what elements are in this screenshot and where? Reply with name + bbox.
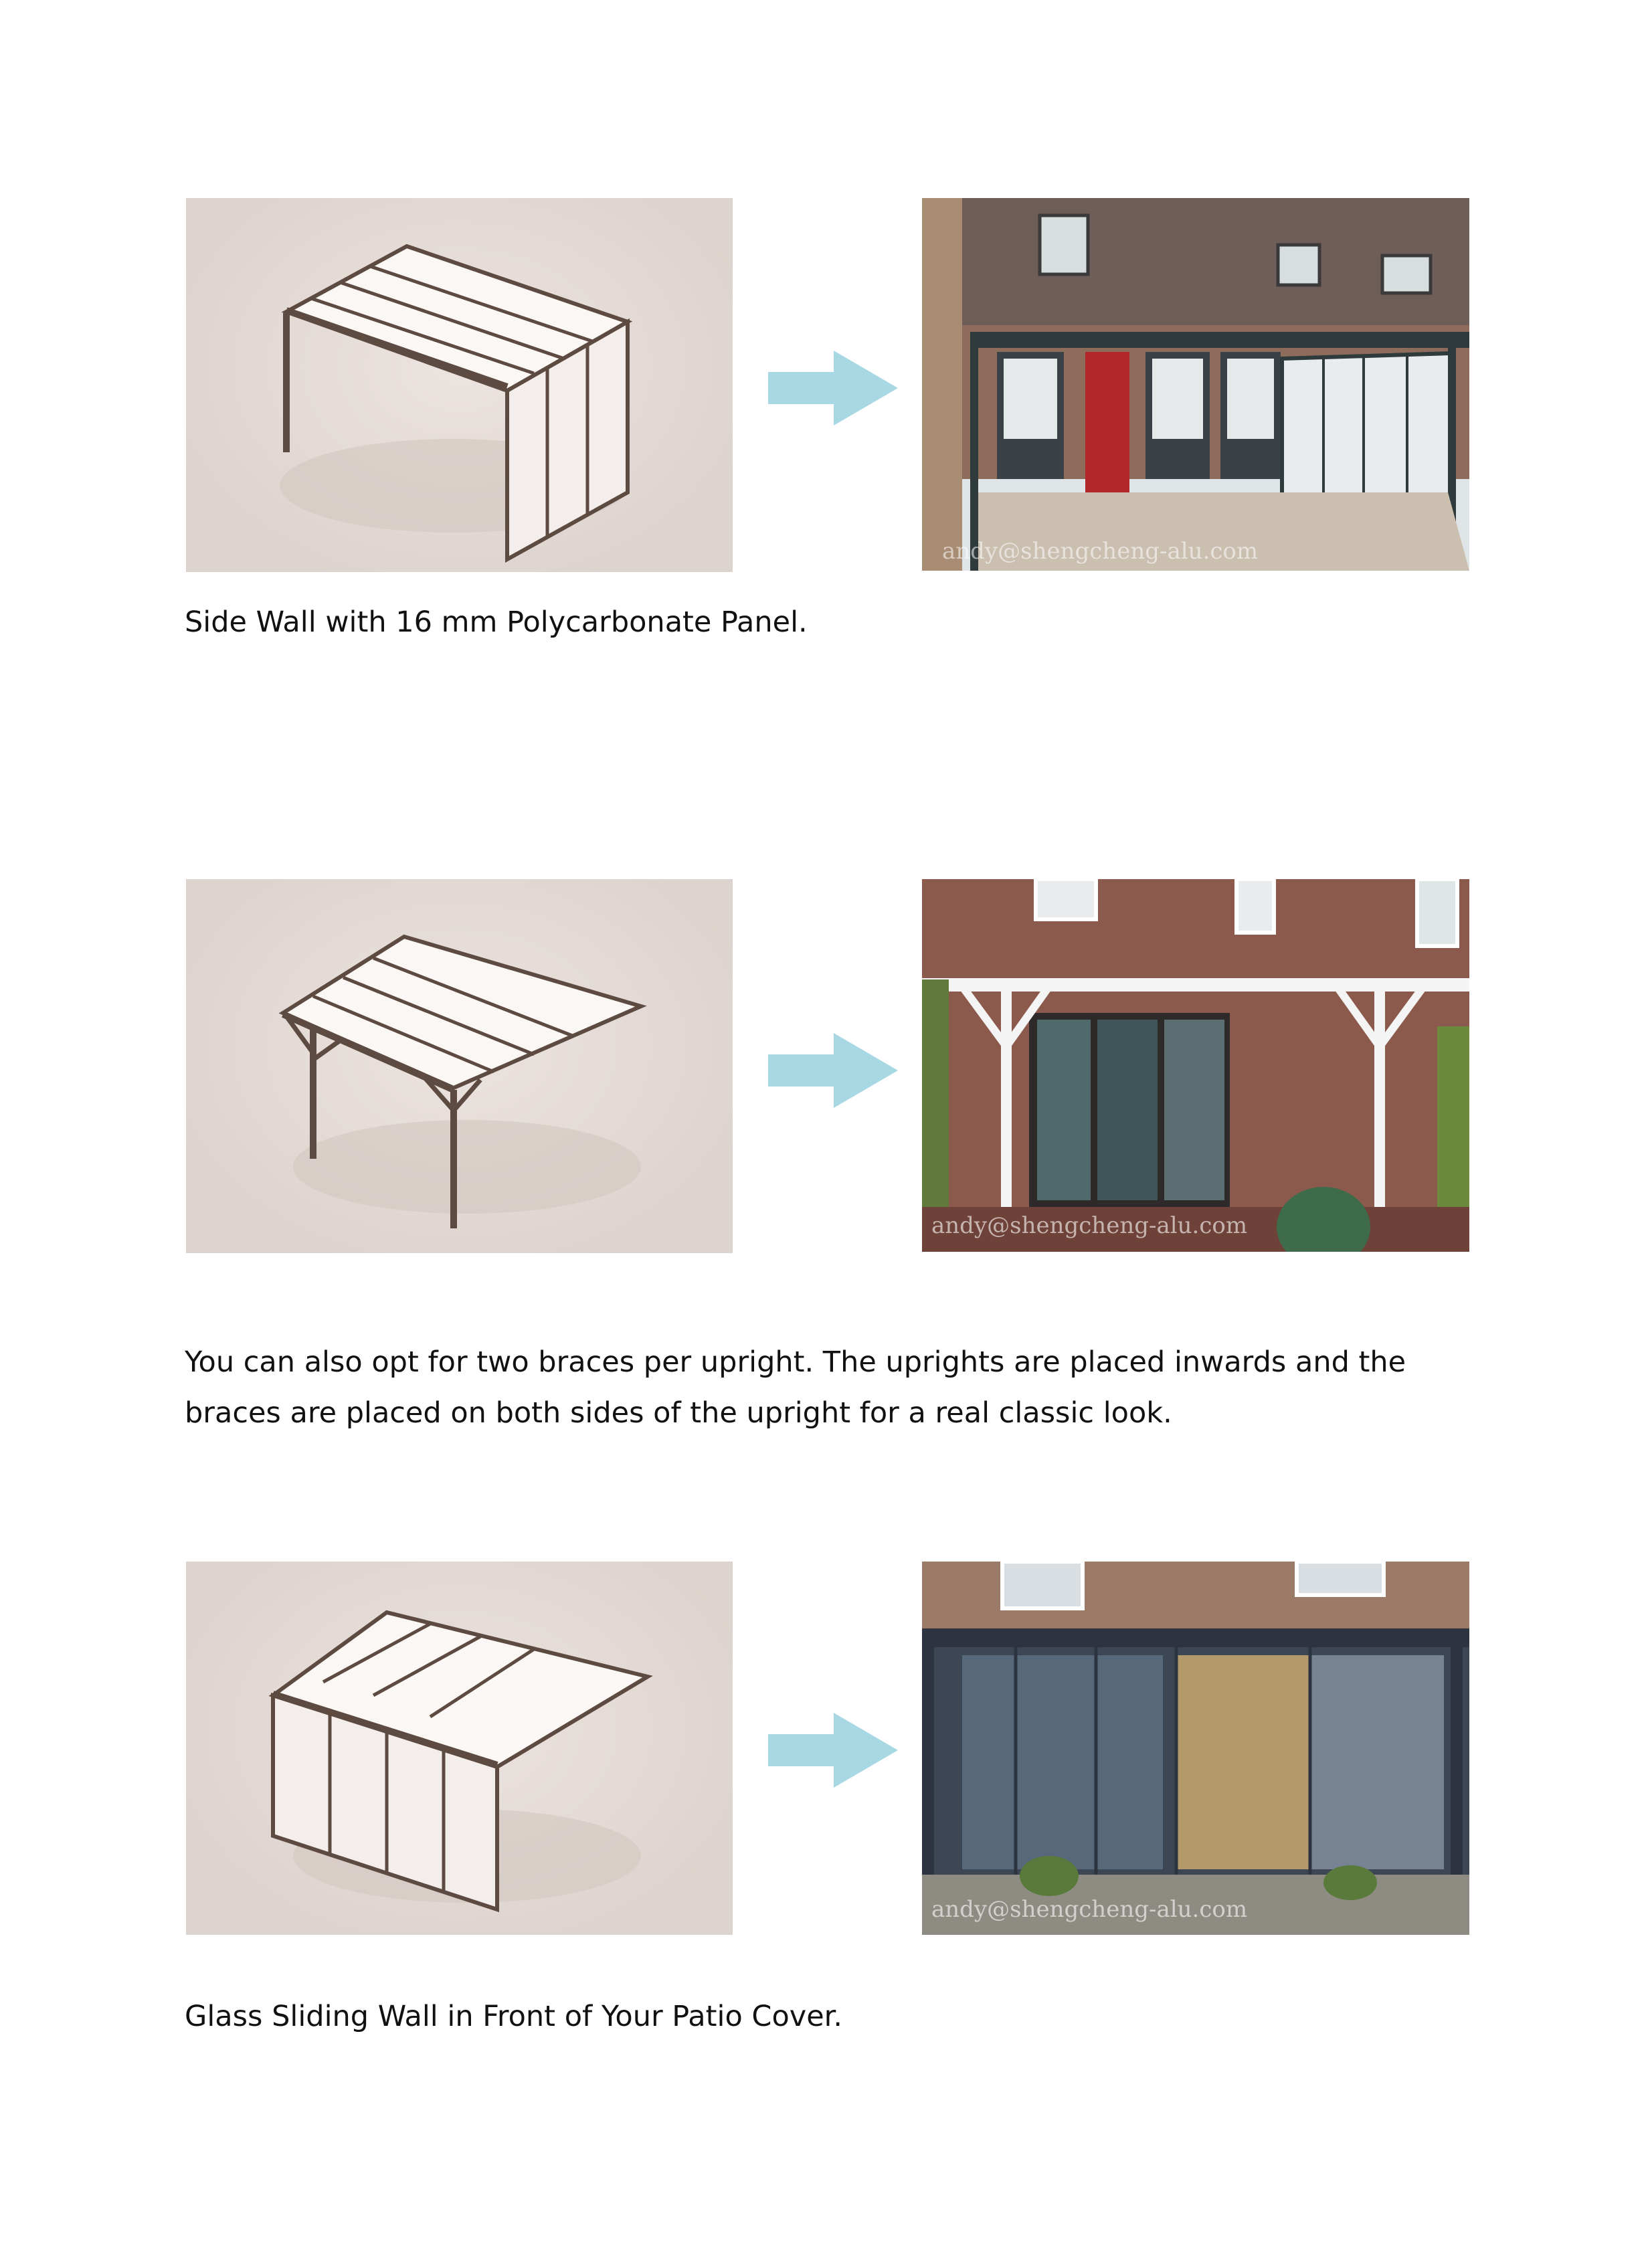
right-arrow-icon	[768, 1033, 898, 1108]
watermark: andy@shengcheng-alu.com	[942, 538, 1259, 565]
house-patio-photo-2	[922, 879, 1469, 1252]
caption-double-braces: You can also opt for two braces per upright. The uprights are placed inwards and the braces are placed on both sides of the upright for a real classic look.	[185, 1345, 1406, 1430]
diagram-glass-front-wall	[186, 1562, 733, 1935]
right-arrow-icon	[768, 351, 898, 426]
watermark: andy@shengcheng-alu.com	[931, 1896, 1248, 1923]
house-patio-photo-3	[922, 1562, 1469, 1935]
patio-roof-side-wall-drawing	[186, 198, 733, 572]
photo-white-braces-patio	[922, 879, 1469, 1252]
patio-roof-braces-drawing	[186, 879, 733, 1253]
photo-polycarbonate-side-wall	[922, 198, 1469, 571]
diagram-side-wall	[186, 198, 733, 572]
watermark: andy@shengcheng-alu.com	[931, 1212, 1248, 1239]
caption-side-wall: Side Wall with 16 mm Polycarbonate Panel.	[185, 605, 808, 639]
house-patio-photo-1	[922, 198, 1469, 571]
photo-glass-sliding-wall	[922, 1562, 1469, 1935]
caption-glass-sliding-wall: Glass Sliding Wall in Front of Your Patio Cover.	[185, 2000, 843, 2033]
diagram-double-braces	[186, 879, 733, 1253]
right-arrow-icon	[768, 1713, 898, 1788]
patio-roof-glass-wall-drawing	[186, 1562, 733, 1935]
